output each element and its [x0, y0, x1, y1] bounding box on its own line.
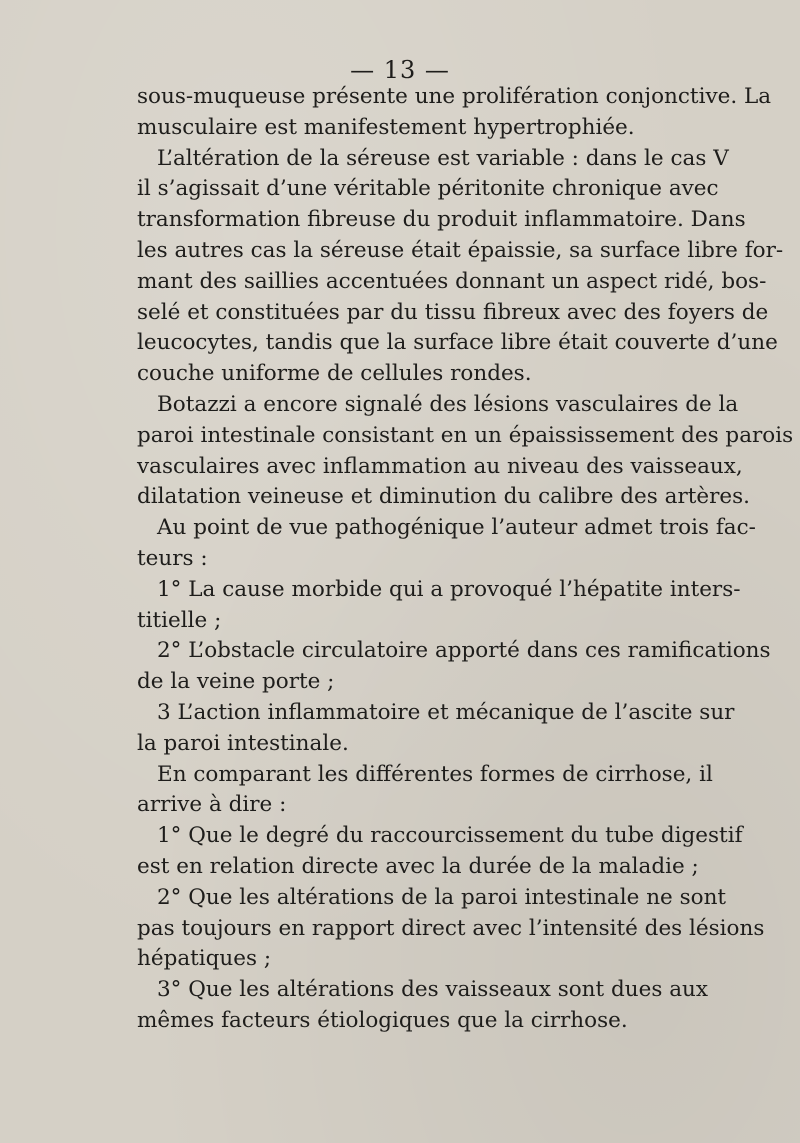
- text-line: 3° Que les altérations des vaisseaux sont dues aux: [157, 977, 708, 1003]
- text-line: Botazzi a encore signalé des lésions vasculaires de la: [157, 391, 739, 417]
- text-line: selé et constituées par du tissu fibreux avec des foyers de: [137, 299, 769, 325]
- text-line: de la veine porte ;: [137, 669, 335, 695]
- text-line: transformation fibreuse du produit inflammatoire. Dans: [137, 207, 746, 233]
- page-number: — 13 —: [350, 56, 450, 84]
- body-text: [137, 82, 794, 1037]
- text-line: 2° Que les altérations de la paroi intestinale ne sont: [157, 884, 727, 910]
- text-line: L’altération de la séreuse est variable : dans le cas V: [157, 145, 729, 171]
- text-line: 1° La cause morbide qui a provoqué l’hépatite inters-: [157, 576, 741, 602]
- text-line: vasculaires avec inflammation au niveau des vaisseaux,: [137, 453, 743, 479]
- text-line: mant des saillies accentuées donnant un aspect ridé, bos-: [137, 268, 767, 294]
- text-line: il s’agissait d’une véritable péritonite chronique avec: [137, 176, 719, 202]
- text-line: couche uniforme de cellules rondes.: [137, 361, 532, 387]
- text-line: est en relation directe avec la durée de la maladie ;: [137, 853, 699, 879]
- text-line: 2° L’obstacle circulatoire apporté dans ces ramifications: [157, 638, 771, 664]
- text-line: les autres cas la séreuse était épaissie, sa surface libre for-: [137, 237, 784, 263]
- text-line: leucocytes, tandis que la surface libre était couverte d’une: [137, 330, 778, 356]
- text-line: 3 L’action inflammatoire et mécanique de l’ascite sur: [157, 699, 735, 725]
- text-line: dilatation veineuse et diminution du calibre des artères.: [137, 484, 750, 510]
- text-line: mêmes facteurs étiologiques que la cirrhose.: [137, 1007, 628, 1033]
- text-line: sous-muqueuse présente une prolifération conjonctive. La: [137, 84, 772, 109]
- text-line: la paroi intestinale.: [137, 730, 349, 756]
- text-line: 1° Que le degré du raccourcissement du tube digestif: [157, 823, 743, 849]
- text-line: En comparant les différentes formes de cirrhose, il: [157, 761, 713, 787]
- text-line: teurs :: [137, 545, 208, 571]
- text-line: pas toujours en rapport direct avec l’intensité des lésions: [137, 915, 765, 941]
- text-line: musculaire est manifestement hypertrophiée.: [137, 114, 635, 140]
- text-line: arrive à dire :: [137, 792, 287, 818]
- text-line: hépatiques ;: [137, 946, 272, 972]
- text-line: Au point de vue pathogénique l’auteur admet trois fac-: [157, 515, 756, 541]
- text-line: paroi intestinale consistant en un épaississement des parois: [137, 422, 794, 448]
- text-line: titielle ;: [137, 607, 222, 633]
